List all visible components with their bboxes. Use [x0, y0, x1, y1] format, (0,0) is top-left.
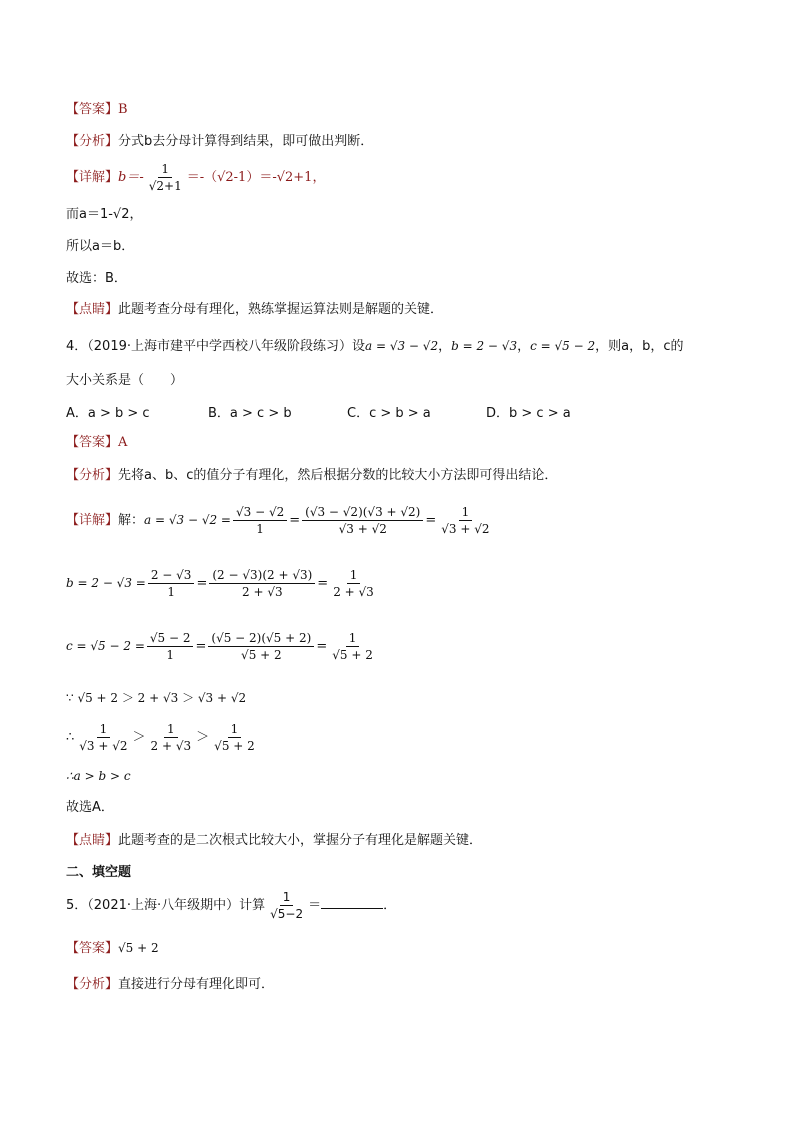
answer-tag: 【答案】 — [66, 102, 119, 117]
q4-answer-line — [66, 434, 127, 452]
row-c-frac3 — [329, 631, 376, 662]
row-c-frac1 — [147, 631, 194, 662]
q4-detail-row-a: 【详解】解：a = √3 − √2 = $\frac{√3 - √2}{1}$ = $\frac{(√3 - √2)(√3 + √2)}{√3 + √2}$ = $\frac{1}{√3 + √2}$ — [66, 500, 495, 541]
q4-because: ∵ √5 + 2 ＞ 2 + √3 ＞ √3 + √2 — [66, 691, 247, 705]
frac-den: √3 + √2 — [441, 522, 490, 536]
q4-comment-line — [66, 832, 482, 850]
q4-detail-row-c: c = √5 − 2 = $\frac{√5 - 2}{1}$ = $\frac{(√5 - 2)(√5 + 2)}{√5 + 2}$ = $\frac{1}{√5 + 2}$ — [66, 626, 378, 667]
detail-rhs: ＝-（√2-1）＝-√2+1， — [186, 170, 326, 185]
frac-num: √3 − √2 — [233, 505, 287, 521]
row-b-frac3 — [330, 568, 377, 599]
q4-stem-prefix: 4．（2019·上海市建平中学西校八年级阶段练习）设 — [66, 339, 365, 354]
q3-line-ab: 所以a＝b． — [66, 239, 135, 254]
row-a-frac3 — [438, 505, 492, 536]
detail-tag: 【详解】 — [66, 513, 119, 528]
comment-text: 此题考查分母有理化，熟练掌握运算法则是解题的关键． — [118, 302, 444, 317]
answer-tag: 【答案】 — [66, 435, 119, 450]
q4-ineq-line — [66, 718, 260, 758]
q4-option-b: B．a > c > b — [208, 406, 292, 421]
answer-tag: 【答案】 — [66, 941, 119, 956]
frac-den: 2 + √3 — [333, 585, 374, 599]
comment-tag: 【点睛】 — [66, 833, 119, 848]
row-a-frac2 — [302, 505, 423, 536]
row-b-frac2 — [209, 568, 315, 599]
q4-stem-suffix: ，则a，b，c的 — [595, 339, 684, 354]
row-b-lhs: b = 2 − √3 = — [66, 576, 146, 590]
row-a-lhs: a = √3 − √2 = — [144, 513, 231, 527]
detail-jie: 解： — [118, 513, 145, 528]
answer-value: √5 + 2 — [118, 941, 159, 955]
frac-den: √5 + 2 — [241, 648, 282, 662]
detail-fraction — [146, 162, 185, 193]
row-c-lhs: c = √5 − 2 = — [66, 639, 145, 653]
row-c-frac2 — [208, 631, 314, 662]
q5-stem-prefix: 5．（2021·上海·八年级期中）计算 — [66, 898, 266, 913]
analysis-tag: 【分析】 — [66, 468, 119, 483]
detail-tag: 【详解】 — [66, 170, 119, 185]
equals-sign: ＝ — [308, 898, 322, 913]
comment-text: 此题考查的是二次根式比较大小，掌握分子有理化是解题关键． — [118, 833, 483, 848]
frac-num: (√3 − √2)(√3 + √2) — [302, 505, 423, 521]
q4-stem-b: b = 2 − √3 — [451, 339, 518, 353]
q5-answer-line — [66, 939, 159, 958]
frac-den: √5 + 2 — [332, 648, 373, 662]
q3-comment-line — [66, 301, 443, 319]
detail-lhs: b＝- — [118, 170, 144, 185]
q4-conclusion: ∴a > b > c — [66, 769, 131, 783]
q4-stem-line1: 4．（2019·上海市建平中学西校八年级阶段练习）设a = √3 − √2，b = 2 − √3，c = √5 − 2，则a，b，c的 — [66, 339, 684, 354]
therefore-symbol: ∴ — [66, 730, 75, 745]
row-a-frac1 — [233, 505, 287, 536]
row-b-frac1 — [148, 568, 195, 599]
frac-num: (2 − √3)(2 + √3) — [209, 568, 315, 584]
analysis-text: 直接进行分母有理化即可． — [118, 977, 275, 992]
frac-num: √5 − 2 — [147, 631, 194, 647]
frac-den: √5 + 2 — [214, 739, 255, 753]
frac-num: 2 − √3 — [148, 568, 195, 584]
frac-num: 1 — [346, 631, 360, 647]
q4-option-c: C．c > b > a — [347, 406, 431, 421]
q3-answer-line — [66, 101, 128, 119]
answer-value: B — [118, 102, 128, 117]
analysis-tag: 【分析】 — [66, 977, 119, 992]
q3-choice: 故选：B． — [66, 271, 127, 286]
frac-num: 1 — [459, 505, 473, 521]
frac-num: 1 — [280, 890, 294, 906]
ineq-frac1 — [76, 722, 130, 753]
frac-den: 1 — [256, 522, 264, 536]
q4-detail-row-b: b = 2 − √3 = $\frac{2 - √3}{1}$ = $\frac{(2 - √3)(2 + √3)}{2 + √3}$ = $\frac{1}{2 + √3}$ — [66, 563, 379, 604]
ineq-frac3 — [211, 722, 258, 753]
q4-stem-line2: 大小关系是（ ） — [66, 373, 184, 388]
fraction-numerator: 1 — [158, 162, 172, 178]
frac-den: 2 + √3 — [150, 739, 192, 753]
frac-den: 1 — [167, 585, 175, 599]
section-heading: 二、填空题 — [66, 865, 132, 880]
analysis-tag: 【分析】 — [66, 134, 119, 149]
q3-analysis-line — [66, 133, 373, 151]
frac-num: 1 — [164, 722, 178, 738]
q3-line-a: 而a＝1-√2， — [66, 207, 143, 222]
frac-den: 1 — [166, 648, 174, 662]
frac-den: √3 + √2 — [79, 739, 128, 753]
q4-choice: 故选A． — [66, 800, 114, 815]
period: ． — [383, 898, 397, 913]
q4-analysis-line — [66, 467, 557, 485]
comment-tag: 【点睛】 — [66, 302, 119, 317]
answer-blank — [321, 896, 383, 909]
q4-option-a: A．a > b > c — [66, 406, 150, 421]
frac-num: 1 — [97, 722, 111, 738]
gt-sign: ＞ — [196, 730, 210, 745]
q4-stem-a: a = √3 − √2 — [365, 339, 439, 353]
frac-num: 1 — [228, 722, 242, 738]
analysis-text: 分式b去分母计算得到结果，即可做出判断． — [118, 134, 374, 149]
frac-den: 2 + √3 — [242, 585, 283, 599]
frac-den: √5−2 — [270, 907, 304, 921]
frac-num: 1 — [347, 568, 361, 584]
ineq-frac2 — [148, 722, 195, 753]
q4-option-d: D．b > c > a — [486, 406, 571, 421]
frac-num: (√5 − 2)(√5 + 2) — [208, 631, 314, 647]
q5-stem — [66, 888, 396, 924]
gt-sign: ＞ — [132, 730, 146, 745]
frac-den: √3 + √2 — [338, 522, 387, 536]
q5-analysis-line — [66, 976, 274, 994]
q3-detail-line — [66, 160, 325, 196]
q4-stem-c: c = √5 − 2 — [530, 339, 596, 353]
fraction-denominator: √2+1 — [148, 179, 182, 193]
answer-value: A — [118, 435, 128, 450]
q5-fraction — [267, 890, 306, 921]
analysis-text: 先将a、b、c的值分子有理化，然后根据分数的比较大小方法即可得出结论． — [118, 468, 558, 483]
